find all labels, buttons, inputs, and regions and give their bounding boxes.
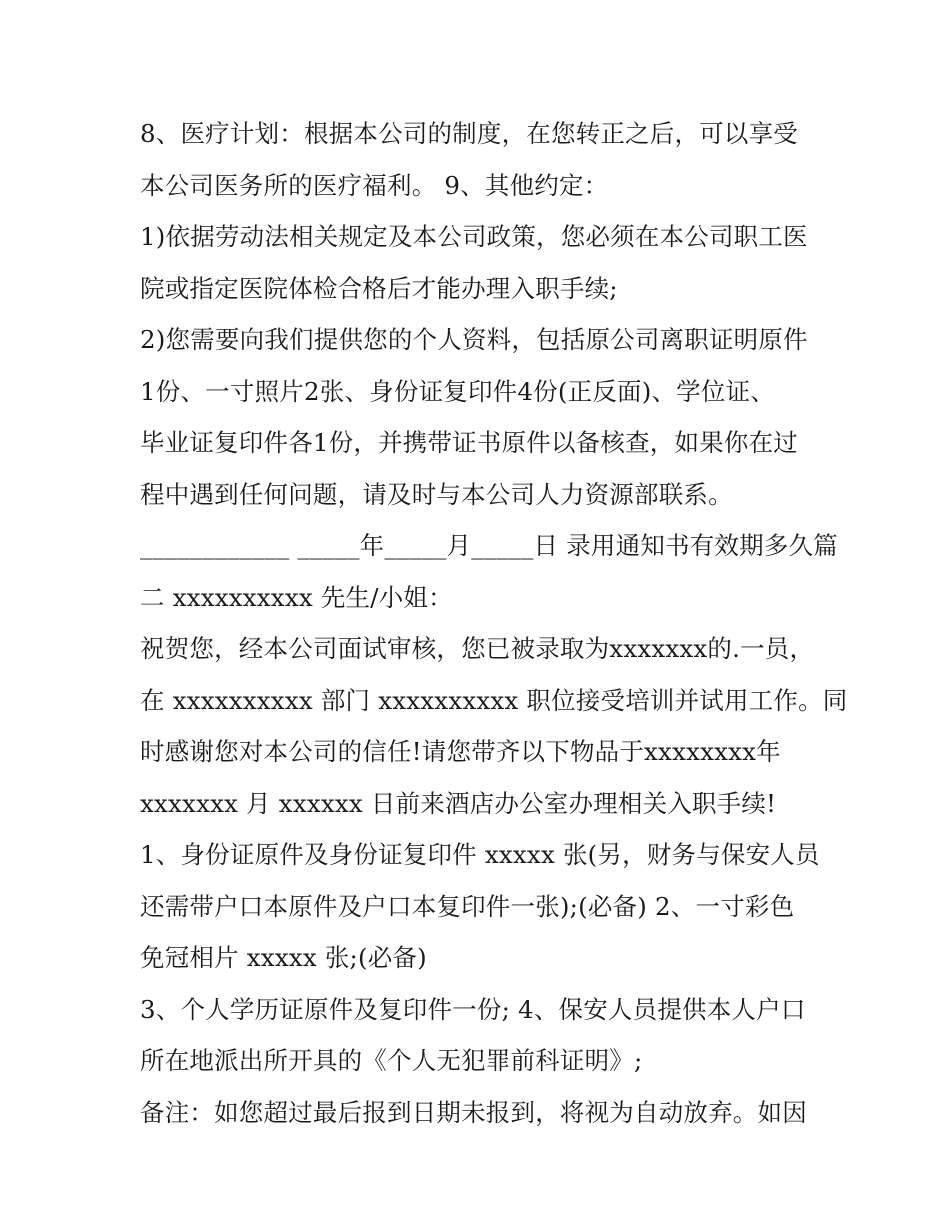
text-line: 8、医疗计划：根据本公司的制度，在您转正之后，可以享受 bbox=[140, 119, 798, 148]
text-line: 院或指定医院体检合格后才能办理入职手续; bbox=[140, 273, 618, 303]
text-line: 1、身份证原件及身份证复印件 xxxxx 张(另，财务与保安人员 bbox=[140, 840, 820, 869]
text-line: xxxxxxx 月 xxxxxx 日前来酒店办公室办理相关入职手续! bbox=[140, 788, 777, 818]
document-body bbox=[140, 108, 848, 1138]
text-line: 程中遇到任何问题，请及时与本公司人力资源部联系。 bbox=[140, 479, 733, 509]
text-line: 1份、一寸照片2张、身份证复印件4份(正反面)、学位证、 bbox=[140, 376, 775, 406]
text-line: 3、个人学历证原件及复印件一份; 4、保安人员提供本人户口 bbox=[140, 994, 806, 1024]
text-line: 祝贺您，经本公司面试审核，您已被录取为xxxxxxx的.一员， bbox=[140, 634, 815, 663]
text-line: 免冠相片 xxxxx 张;(必备) bbox=[140, 943, 427, 972]
text-line: 2)您需要向我们提供您的个人资料，包括原公司离职证明原件 bbox=[140, 325, 808, 354]
text-line: 毕业证复印件各1份，并携带证书原件以备核查，如果你在过 bbox=[140, 428, 798, 457]
text-line: 备注：如您超过最后报到日期未报到，将视为自动放弃。如因 bbox=[140, 1097, 807, 1127]
text-line: 还需带户口本原件及户口本复印件一张);(必备) 2、一寸彩色 bbox=[140, 891, 795, 921]
text-line: 在 xxxxxxxxxx 部门 xxxxxxxxxx 职位接受培训并试用工作。同 bbox=[140, 685, 848, 715]
text-line: 二 xxxxxxxxxx 先生/小姐： bbox=[140, 582, 453, 612]
text-line: 本公司医务所的医疗福利。 9、其他约定： bbox=[140, 170, 609, 200]
text-line: 时感谢您对本公司的信任!请您带齐以下物品于xxxxxxxx年 bbox=[140, 737, 781, 766]
text-line: ____________ _____年_____月_____日 录用通知书有效期多久篇 bbox=[140, 531, 838, 560]
text-line: 所在地派出所开具的《个人无犯罪前科证明》; bbox=[140, 1046, 643, 1075]
text-line: 1)依据劳动法相关规定及本公司政策，您必须在本公司职工医 bbox=[140, 222, 808, 251]
